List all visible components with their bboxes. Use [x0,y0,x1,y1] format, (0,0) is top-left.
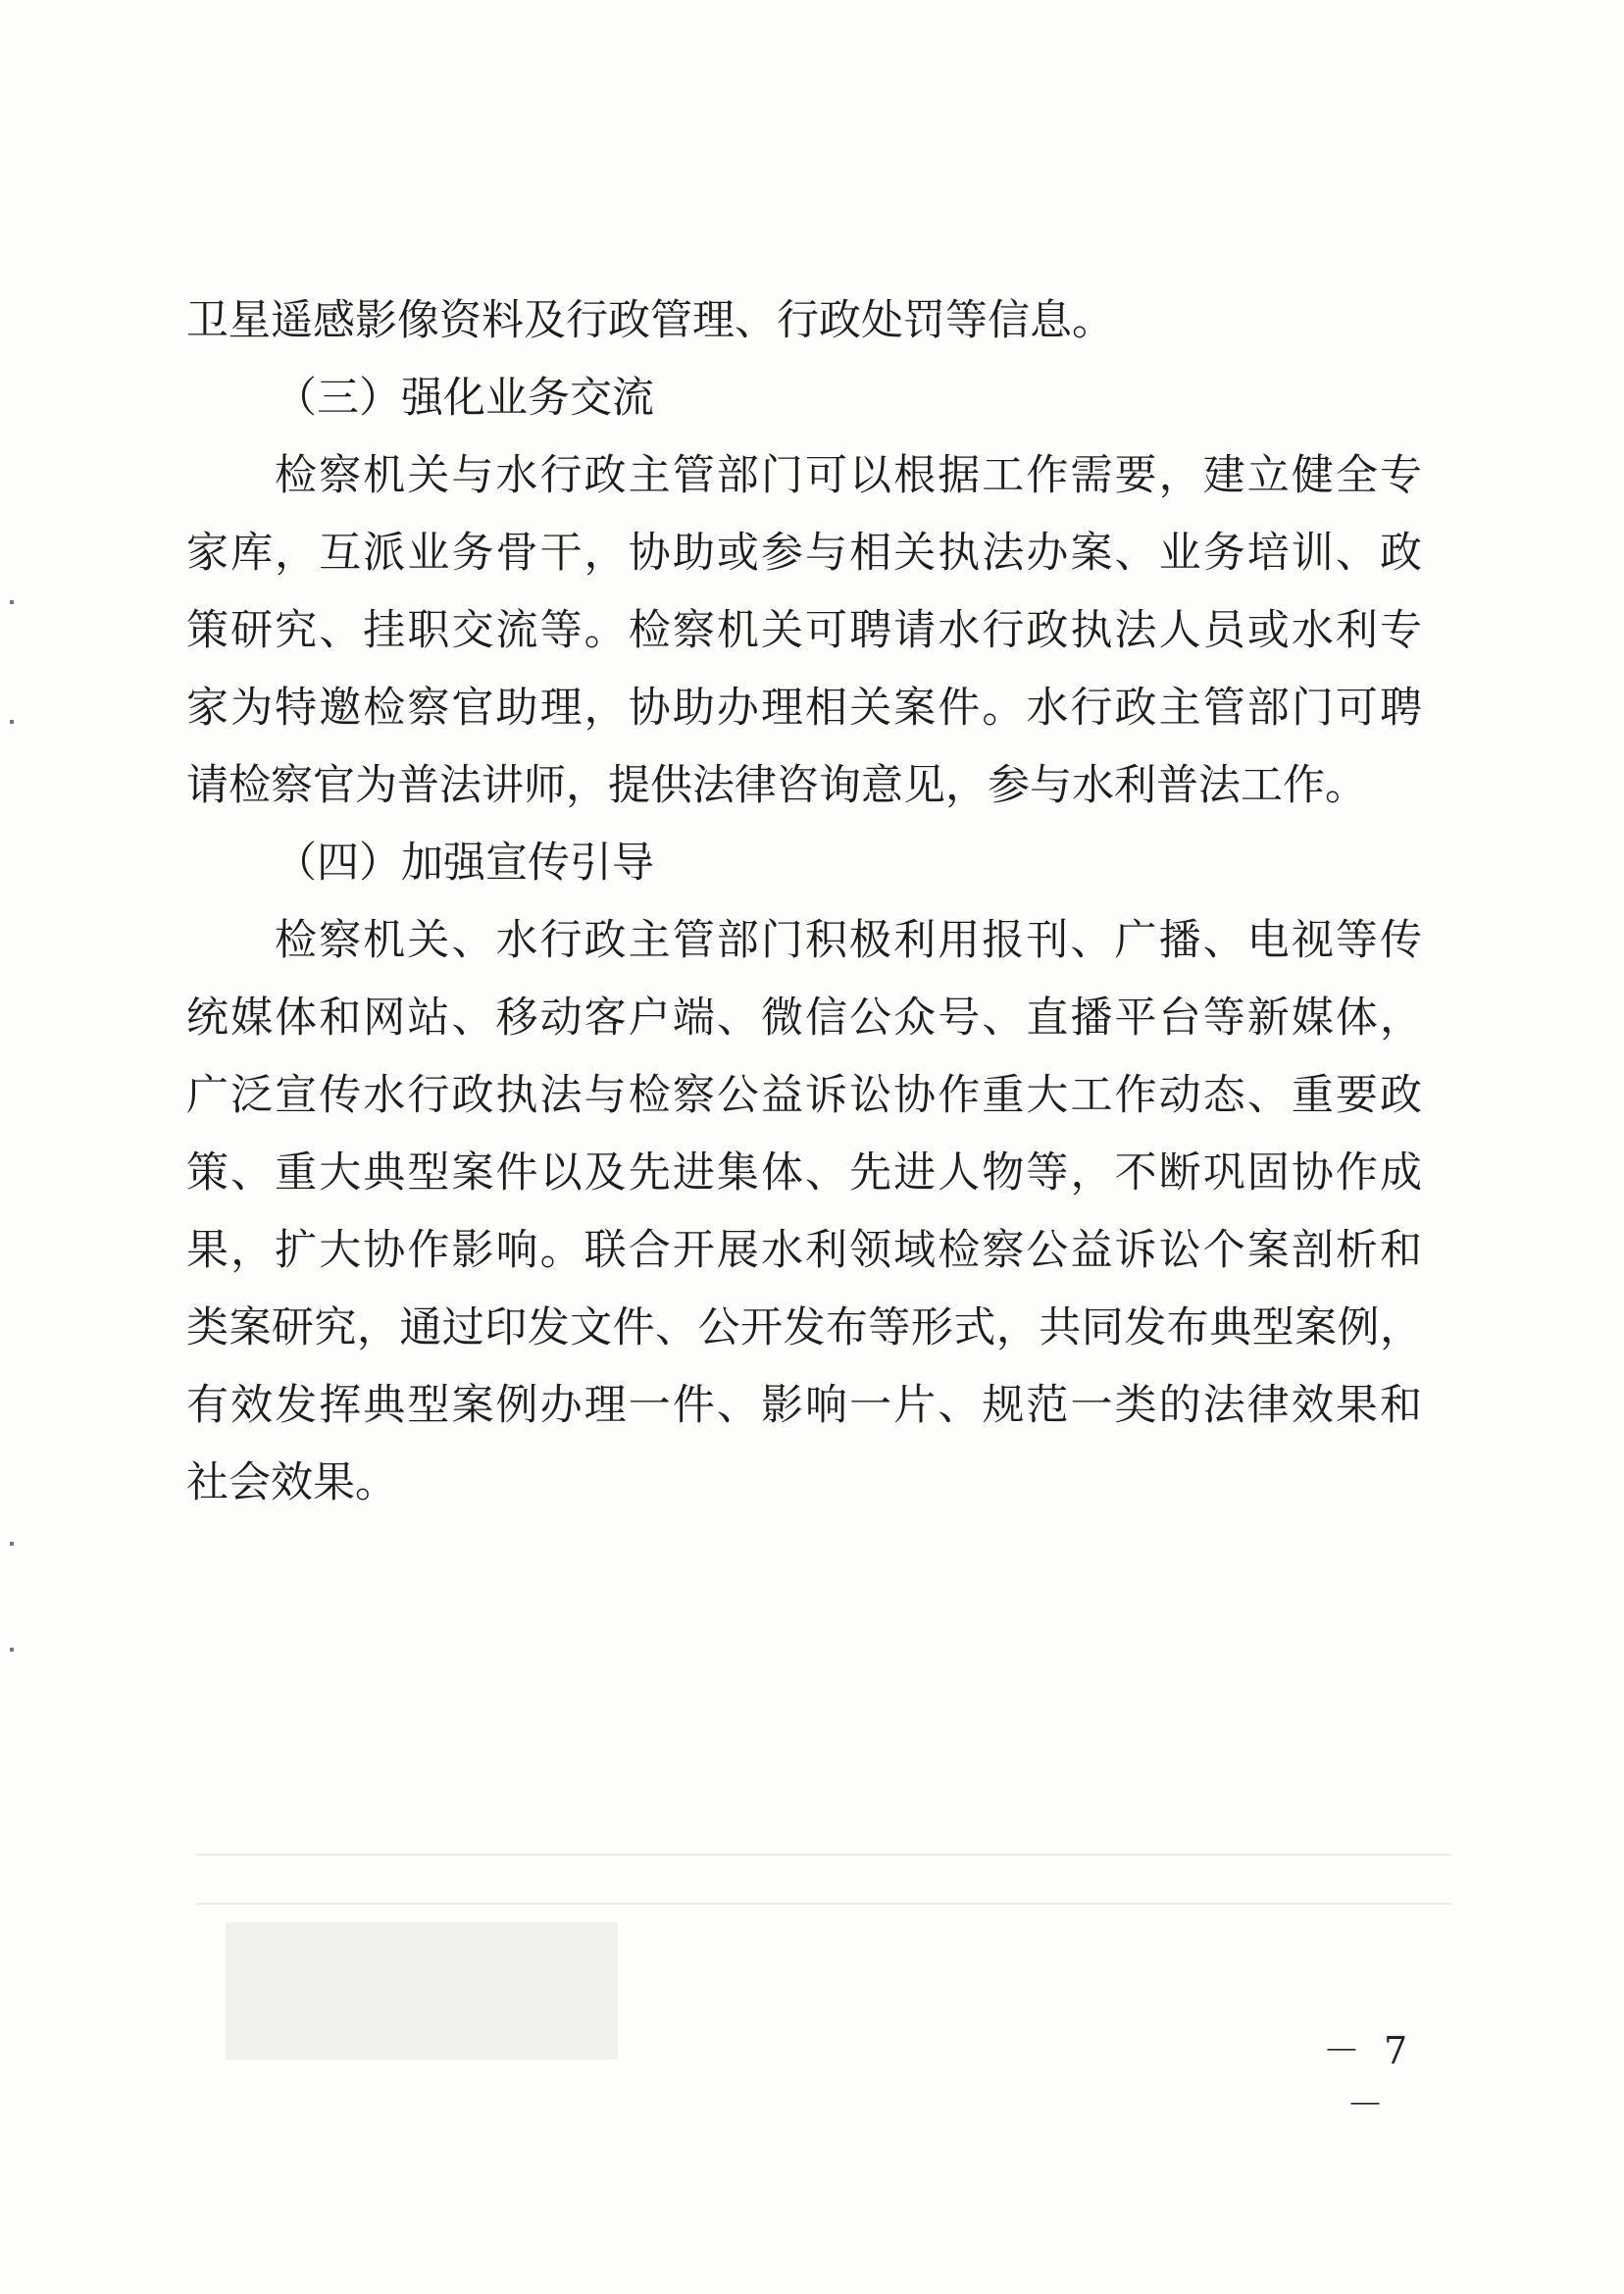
paragraph-line: 请检察官为普法讲师，提供法律咨询意见，参与水利普法工作。 [186,761,1367,810]
document-body [186,282,1422,1522]
scan-speck [10,720,14,724]
paragraph-line: 家为特邀检察官助理，协助办理相关案件。水行政主管部门可聘 [186,684,1422,733]
paragraph-line: 广泛宣传水行政执法与检察公益诉讼协作重大工作动态、重要政 [186,1071,1422,1120]
paragraph-line: 有效发挥典型案例办理一件、影响一片、规范一类的法律效果和 [186,1381,1422,1430]
show-through-rule-top [196,1854,1451,1856]
section-heading-3: （三）强化业务交流 [275,374,654,423]
page-number: － 7 － [1322,2029,1414,2126]
paragraph-line: 类案研究，通过印发文件、公开发布等形式，共同发布典型案例， [186,1303,1422,1352]
paragraph-line: 策研究、挂职交流等。检察机关可聘请水行政执法人员或水利专 [186,606,1422,655]
paragraph-line: 检察机关、水行政主管部门积极利用报刊、广播、电视等传 [275,916,1422,965]
scan-speck [10,600,14,604]
paragraph-continued-line: 卫星遥感影像资料及行政管理、行政处罚等信息。 [186,296,1114,345]
paragraph-line: 统媒体和网站、移动客户端、微信公众号、直播平台等新媒体， [186,994,1422,1043]
paragraph-line: 检察机关与水行政主管部门可以根据工作需要，建立健全专 [275,451,1422,500]
show-through-block [226,1922,618,2060]
show-through-rule-bottom [196,1903,1451,1905]
scan-speck [10,1648,14,1652]
show-through-artifact [196,1795,1451,2060]
paragraph-line: 果，扩大协作影响。联合开展水利领域检察公益诉讼个案剖析和 [186,1226,1422,1275]
paragraph-line: 社会效果。 [186,1458,397,1507]
paragraph-line: 家库，互派业务骨干，协助或参与相关执法办案、业务培训、政 [186,529,1422,578]
paragraph-line: 策、重大典型案件以及先进集体、先进人物等，不断巩固协作成 [186,1148,1422,1198]
section-heading-4: （四）加强宣传引导 [275,839,654,888]
scan-speck [10,1542,14,1546]
